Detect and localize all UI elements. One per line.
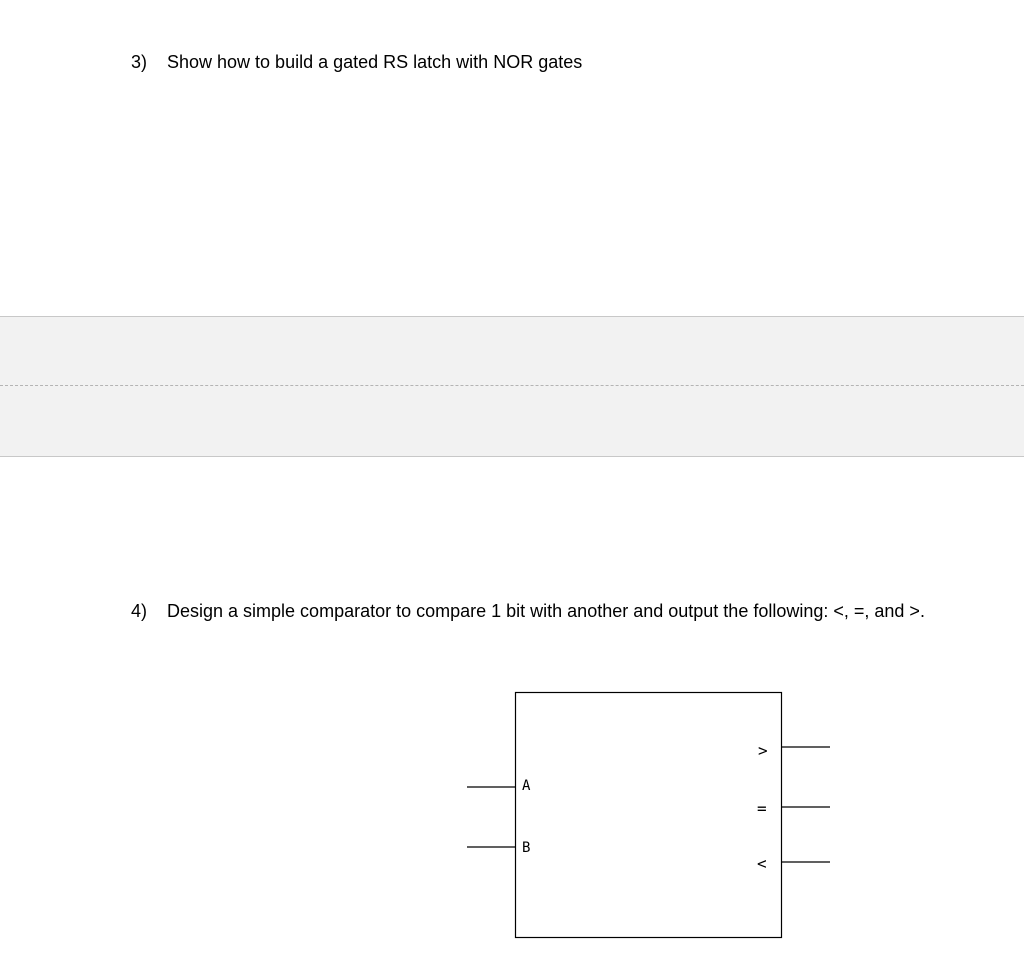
comparator-box <box>516 693 782 938</box>
input-label-b: B <box>522 840 531 856</box>
question-3-number: 3) <box>131 52 148 72</box>
output-label-equal: = <box>757 799 767 818</box>
question-4-text: Design a simple comparator to compare 1 bit with another and output the following: <, =, and >. <box>167 601 925 621</box>
question-3-text: Show how to build a gated RS latch with NOR gates <box>167 52 583 72</box>
input-label-a: A <box>522 778 531 794</box>
output-label-less: < <box>757 854 767 873</box>
output-label-greater: > <box>758 741 768 760</box>
question-4-number: 4) <box>131 601 148 621</box>
